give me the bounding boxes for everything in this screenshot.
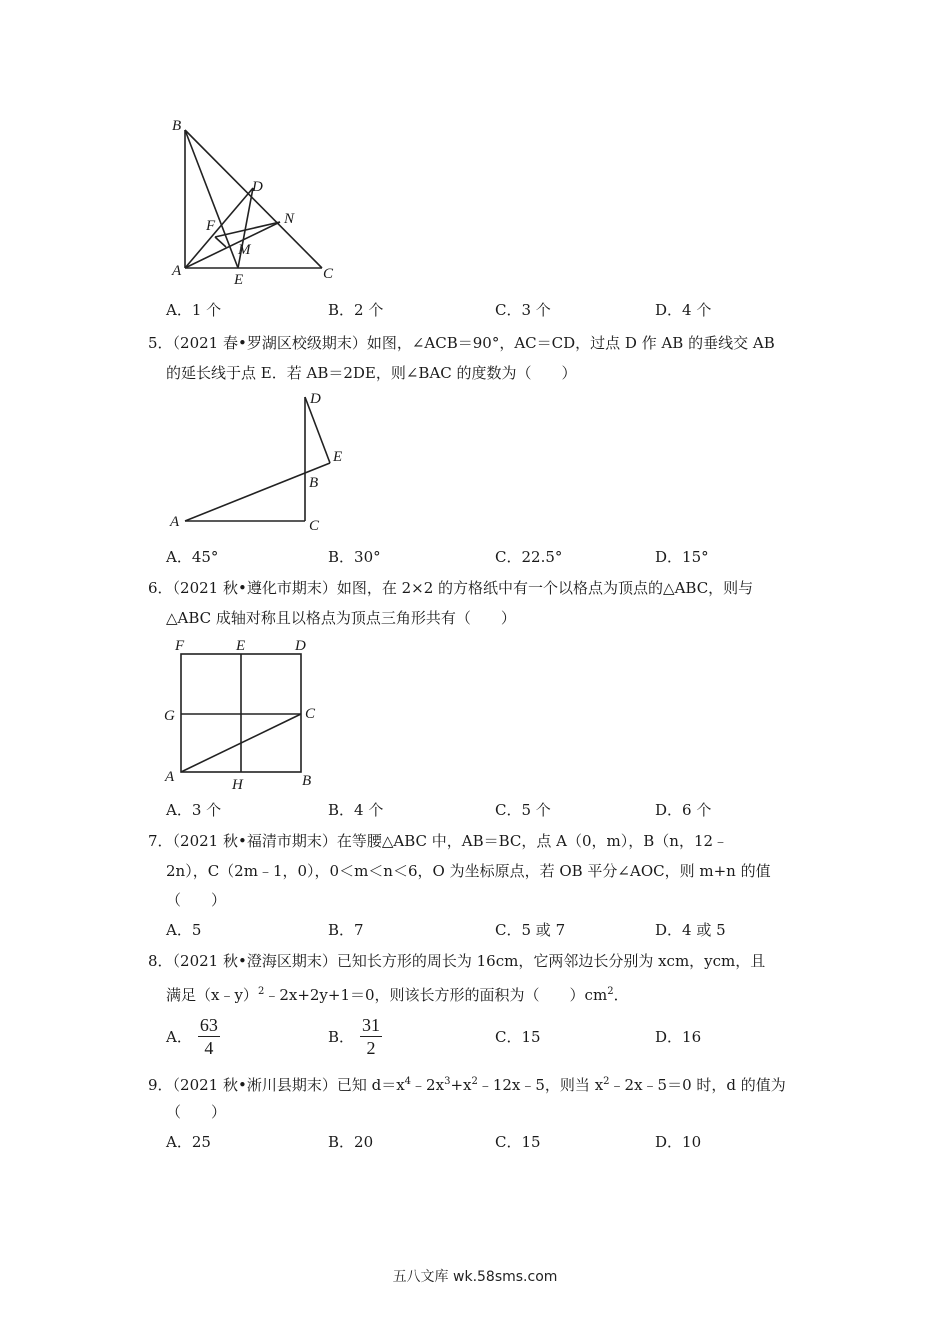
label-E: E bbox=[234, 272, 244, 288]
q7-option-c: C．5 或 7 bbox=[495, 921, 566, 939]
label-F: F bbox=[175, 638, 185, 654]
q6-line-1: 6．（2021 秋•遵化市期末）如图，在 2×2 的方格纸中有一个以格点为顶点的△ABC，则与 bbox=[148, 579, 754, 597]
q5-option-d: D．15° bbox=[655, 548, 709, 566]
label-D: D bbox=[252, 179, 263, 195]
fraction-63-4: $\frac{63}{4}$ bbox=[199, 1015, 218, 1058]
q7-line-2: 2n），C（2m﹣1，0），0＜m＜n＜6，O 为坐标原点，若 OB 平分∠AOC，则 m+n 的值 bbox=[166, 862, 771, 880]
q8-option-c: C．15 bbox=[495, 1028, 541, 1046]
label-C: C bbox=[305, 706, 316, 722]
q5-option-b: B．30° bbox=[328, 548, 381, 566]
label-G: G bbox=[164, 708, 175, 724]
label-N: N bbox=[284, 211, 295, 227]
label-F: F bbox=[206, 218, 216, 234]
q6-option-c: C．5 个 bbox=[495, 801, 551, 819]
q7-line-1: 7．（2021 秋•福清市期末）在等腰△ABC 中，AB＝BC，点 A（0，m），B（n，12﹣ bbox=[148, 832, 729, 850]
label-A: A bbox=[165, 769, 175, 785]
q9-option-a: A．25 bbox=[166, 1133, 211, 1151]
q9-option-c: C．15 bbox=[495, 1133, 541, 1151]
q4-option-a: A．1 个 bbox=[166, 301, 222, 319]
q9-option-d: D．10 bbox=[655, 1133, 702, 1151]
q4-option-d: D．4 个 bbox=[655, 301, 712, 319]
label-D: D bbox=[310, 391, 321, 407]
footer-watermark: 五八文库 wk.58sms.com bbox=[392, 1269, 558, 1285]
label-B: B bbox=[309, 475, 319, 491]
q9-line-1: 9．（2021 秋•淅川县期末）已知 $d=x^4﹣2x^3+x^2﹣12x﹣5$，则当 $x^2﹣2x﹣5=0$ 时，d 的值为 bbox=[148, 1076, 786, 1094]
label-A: A bbox=[170, 514, 180, 530]
q7-option-d: D．4 或 5 bbox=[655, 921, 726, 939]
label-B: B bbox=[172, 118, 182, 134]
q8-line-1: 8．（2021 秋•澄海区期末）已知长方形的周长为 16cm，它两邻边长分别为 xcm，ycm，且 bbox=[148, 952, 766, 970]
label-C: C bbox=[309, 518, 320, 534]
label-A: A bbox=[172, 263, 182, 279]
q7-option-a: A．5 bbox=[166, 921, 202, 939]
q4-option-b: B．2 个 bbox=[328, 301, 384, 319]
q6-option-a: A．3 个 bbox=[166, 801, 222, 819]
q6-option-d: D．6 个 bbox=[655, 801, 712, 819]
q9-line-2: （ ） bbox=[166, 1103, 227, 1121]
q8-option-d: D．16 bbox=[655, 1028, 702, 1046]
q5-option-c: C．22.5° bbox=[495, 548, 563, 566]
q5-option-a: A．45° bbox=[166, 548, 219, 566]
figure-q5 bbox=[160, 385, 360, 540]
label-E: E bbox=[236, 638, 246, 654]
q5-line-2: 的延长线于点 E．若 AB＝2DE，则∠BAC 的度数为（ ） bbox=[166, 364, 577, 382]
q6-option-b: B．4 个 bbox=[328, 801, 384, 819]
q8-line-2: 满足（x﹣y）$^2$﹣2x+2y+1＝0，则该长方形的面积为（ ）$cm^2$． bbox=[166, 986, 629, 1004]
label-M: M bbox=[238, 242, 251, 258]
figure-q6 bbox=[160, 632, 330, 792]
q7-line-3: （ ） bbox=[166, 891, 227, 909]
label-D: D bbox=[295, 638, 306, 654]
q7-option-b: B．7 bbox=[328, 921, 364, 939]
label-E: E bbox=[333, 449, 343, 465]
q8-option-a: A． $\frac{63}{4}$ bbox=[166, 1015, 218, 1058]
label-H: H bbox=[232, 777, 243, 792]
q6-line-2: △ABC 成轴对称且以格点为顶点三角形共有（ ） bbox=[166, 609, 516, 627]
label-B: B bbox=[302, 773, 312, 789]
label-C: C bbox=[323, 266, 334, 282]
q5-line-1: 5．（2021 春•罗湖区校级期末）如图，∠ACB＝90°，AC＝CD，过点 D 作 AB 的垂线交 AB bbox=[148, 334, 775, 352]
q9-option-b: B．20 bbox=[328, 1133, 374, 1151]
fraction-31-2: $\frac{31}{2}$ bbox=[362, 1015, 381, 1058]
figure-q4 bbox=[160, 110, 340, 290]
q4-option-c: C．3 个 bbox=[495, 301, 551, 319]
q8-option-b: B． $\frac{31}{2}$ bbox=[328, 1015, 381, 1058]
